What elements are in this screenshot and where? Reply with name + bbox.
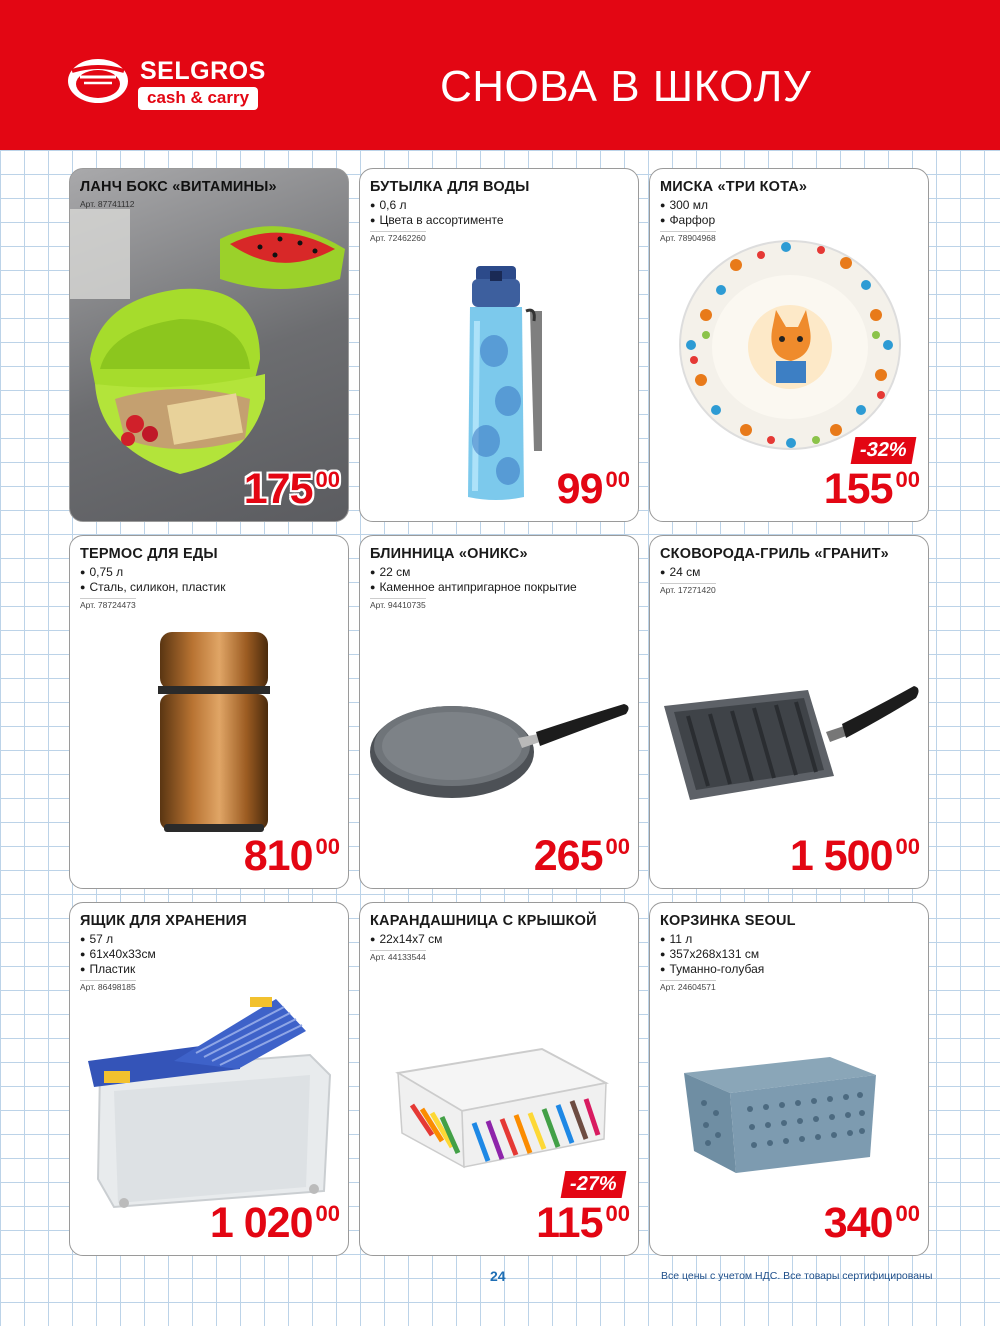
product-title: ТЕРМОС ДЛЯ ЕДЫ: [80, 546, 218, 562]
spec-item: ● Сталь, силикон, пластик: [80, 580, 340, 595]
thermos-image: [154, 628, 274, 838]
product-price: [243, 465, 340, 513]
spec-item: ● Каменное антипригарное покрытие: [370, 580, 630, 595]
product-price: [243, 832, 340, 880]
price-cents: 00: [605, 834, 630, 859]
product-specs: [370, 198, 630, 246]
brand-subtitle: cash & carry: [138, 87, 258, 110]
product-card-storage-box[interactable]: [69, 902, 349, 1256]
spec-item: ● 22 см: [370, 565, 630, 580]
discount-badge: -27%: [561, 1171, 626, 1198]
product-card-grill-pan[interactable]: [649, 535, 929, 889]
price-cents: 00: [605, 467, 630, 492]
product-card-basket[interactable]: [649, 902, 929, 1256]
product-title: ЯЩИК ДЛЯ ХРАНЕНИЯ: [80, 913, 247, 929]
price-main: 1 020: [209, 1199, 313, 1247]
price-cents: 00: [315, 467, 340, 492]
product-article: Арт. 17271420: [660, 585, 716, 595]
product-title: КАРАНДАШНИЦА С КРЫШКОЙ: [370, 913, 597, 929]
product-price: [823, 1199, 920, 1247]
product-title: МИСКА «ТРИ КОТА»: [660, 179, 808, 195]
spec-item: ● Цвета в ассортименте: [370, 213, 630, 228]
price-main: 155: [823, 465, 893, 513]
pencil-box-image: [392, 1043, 612, 1173]
discount-badge: -32%: [851, 437, 916, 464]
product-specs: [80, 932, 340, 995]
product-article: Арт. 24604571: [660, 982, 716, 992]
product-card-bowl[interactable]: [649, 168, 929, 522]
product-article: Арт. 87741112: [80, 199, 135, 209]
price-main: 1 500: [789, 832, 893, 880]
product-card-crepe-pan[interactable]: [359, 535, 639, 889]
product-price: [533, 832, 630, 880]
product-specs: [370, 565, 630, 613]
product-specs: [660, 932, 920, 995]
product-title: КОРЗИНКА SEOUL: [660, 913, 796, 929]
price-main: 810: [243, 832, 313, 880]
price-main: 175: [243, 465, 313, 513]
price-main: 340: [823, 1199, 893, 1247]
spec-item: ● 57 л: [80, 932, 340, 947]
product-card-lunch-box[interactable]: [69, 168, 349, 522]
product-title: БЛИННИЦА «ОНИКС»: [370, 546, 528, 562]
price-cents: 00: [895, 834, 920, 859]
product-price: [789, 832, 920, 880]
product-article: Арт. 94410735: [370, 600, 426, 610]
water-bottle-image: [450, 261, 560, 506]
price-main: 115: [536, 1199, 603, 1247]
page-title: СНОВА В ШКОЛУ: [440, 62, 812, 111]
product-card-thermos[interactable]: [69, 535, 349, 889]
price-cents: 00: [605, 1201, 630, 1226]
product-title: СКОВОРОДА-ГРИЛЬ «ГРАНИТ»: [660, 546, 889, 562]
product-title: ЛАНЧ БОКС «ВИТАМИНЫ»: [80, 179, 277, 195]
product-price: [823, 465, 920, 513]
price-cents: 00: [895, 467, 920, 492]
product-article: Арт. 44133544: [370, 952, 426, 962]
product-article: Арт. 78724473: [80, 600, 136, 610]
product-specs: [370, 932, 630, 965]
price-main: 99: [556, 465, 603, 513]
spec-item: ● Пластик: [80, 962, 340, 977]
selgros-logo[interactable]: [66, 55, 276, 115]
spec-item: ● 0,75 л: [80, 565, 340, 580]
basket-image: [680, 1053, 880, 1181]
page-number: 24: [490, 1268, 506, 1284]
spec-item: ● Фарфор: [660, 213, 920, 228]
spec-item: ● 11 л: [660, 932, 920, 947]
crepe-pan-image: [368, 676, 634, 806]
spec-item: ● 0,6 л: [370, 198, 630, 213]
footer-note: Все цены с учетом НДС. Все товары сертифицированы: [661, 1270, 933, 1282]
selgros-logo-icon: [66, 57, 130, 105]
product-price: [556, 465, 630, 513]
product-title: БУТЫЛКА ДЛЯ ВОДЫ: [370, 179, 530, 195]
storage-box-image: [78, 991, 344, 1213]
spec-item: ● Туманно-голубая: [660, 962, 920, 977]
product-article: Арт. 78904968: [660, 233, 716, 243]
spec-item: ● 24 см: [660, 565, 920, 580]
price-cents: 00: [315, 1201, 340, 1226]
product-specs: [80, 565, 340, 613]
product-article: Арт. 86498185: [80, 982, 136, 992]
bowl-image: [676, 235, 904, 455]
product-card-water-bottle[interactable]: [359, 168, 639, 522]
brand-name: SELGROS: [140, 57, 266, 85]
spec-item: ● 300 мл: [660, 198, 920, 213]
product-price: [536, 1199, 630, 1247]
header-banner: [0, 0, 1000, 150]
spec-item: ● 357x268x131 см: [660, 947, 920, 962]
spec-item: ● 22x14x7 см: [370, 932, 630, 947]
product-article: Арт. 72462260: [370, 233, 426, 243]
price-cents: 00: [315, 834, 340, 859]
product-specs: [660, 565, 920, 598]
price-main: 265: [533, 832, 603, 880]
product-price: [209, 1199, 340, 1247]
spec-item: ● 61x40x33см: [80, 947, 340, 962]
product-card-pencil-box[interactable]: [359, 902, 639, 1256]
price-cents: 00: [895, 1201, 920, 1226]
grill-pan-image: [658, 676, 924, 816]
